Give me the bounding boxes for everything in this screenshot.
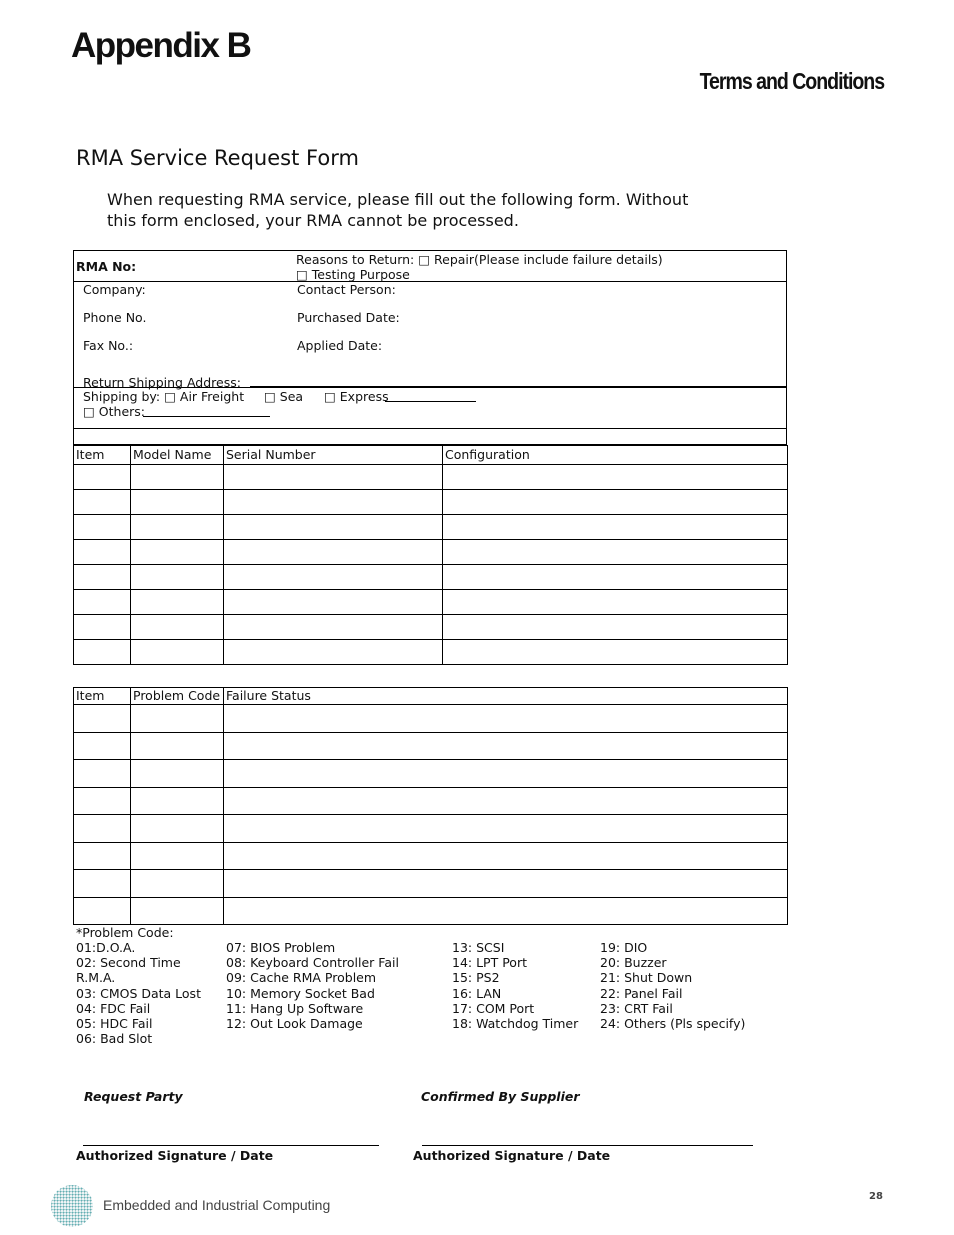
problem-code: 17: COM Port [452,1000,535,1016]
problem-code-column-4 [600,940,745,1031]
cell[interactable] [131,565,224,590]
shipping-express[interactable]: □ Express [324,389,389,404]
return-address-label: Return Shipping Address: [83,375,241,390]
cell[interactable] [131,515,224,540]
problem-code-column-1 [76,940,201,1046]
cell[interactable] [131,590,224,615]
cell[interactable] [74,705,131,733]
header-item: Item [74,446,131,465]
phone-label: Phone No. [83,310,147,325]
return-address-line[interactable] [250,374,787,387]
problem-code: 04: FDC Fail [76,1000,151,1016]
problem-code-heading: *Problem Code: [76,925,174,940]
cell[interactable] [224,565,443,590]
cell[interactable] [131,640,224,665]
rma-number-label: RMA No: [76,259,137,274]
company-label: Company: [83,282,146,297]
purchased-date-label: Purchased Date: [297,310,400,325]
cell[interactable] [131,787,224,815]
contact-person-label: Contact Person: [297,282,396,297]
cell[interactable] [74,490,131,515]
failure-table-header [74,688,788,705]
problem-code: 03: CMOS Data Lost [76,985,201,1001]
shipping-block [73,388,787,429]
cell[interactable] [443,615,788,640]
cell[interactable] [74,815,131,843]
reason-testing[interactable]: □ Testing Purpose [296,267,410,282]
cell[interactable] [74,590,131,615]
cell[interactable] [224,515,443,540]
page-number: 28 [869,1191,883,1202]
request-signature-line[interactable] [83,1145,379,1146]
cell[interactable] [131,540,224,565]
problem-code: 14: LPT Port [452,955,527,971]
appendix-title: Appendix B [71,26,251,65]
product-table [73,445,788,665]
cell[interactable] [224,640,443,665]
problem-code: 15: PS2 [452,970,500,986]
table-row [74,732,788,760]
problem-code: 01:D.O.A. [76,940,136,955]
cell[interactable] [74,760,131,788]
table-row [74,615,788,640]
cell[interactable] [131,842,224,870]
problem-code: 09: Cache RMA Problem [226,970,377,986]
table-row [74,897,788,925]
cell[interactable] [131,615,224,640]
fax-label: Fax No.: [83,338,134,353]
table-row [74,787,788,815]
cell[interactable] [224,732,788,760]
section-title: Terms and Conditions [699,68,884,94]
footer-tagline: Embedded and Industrial Computing [103,1197,331,1213]
spacer-row [73,429,787,445]
problem-code: 08: Keyboard Controller Fail [226,955,399,971]
cell[interactable] [224,897,788,925]
cell[interactable] [131,465,224,490]
table-row [74,760,788,788]
problem-code: 12: Out Look Damage [226,1016,363,1032]
cell[interactable] [131,815,224,843]
cell[interactable] [131,870,224,898]
supplier-signature-caption: Authorized Signature / Date [413,1148,611,1163]
problem-code: 11: Hang Up Software [226,1000,364,1016]
shipping-others[interactable]: □ Others: [83,404,145,419]
header-serial-number: Serial Number [224,446,443,465]
problem-code: 13: SCSI [452,940,505,955]
problem-code-column-3 [452,940,578,1031]
cell[interactable] [443,640,788,665]
table-row [74,870,788,898]
confirmed-by-supplier-label: Confirmed By Supplier [421,1089,580,1104]
cell[interactable] [74,540,131,565]
cell[interactable] [224,590,443,615]
problem-code: 21: Shut Down [600,970,693,986]
table-row [74,540,788,565]
problem-code: 20: Buzzer [600,955,667,971]
cell[interactable] [74,842,131,870]
cell[interactable] [443,565,788,590]
table-row [74,590,788,615]
problem-code: R.M.A. [76,970,116,986]
header-problem-code: Problem Code [131,688,224,705]
cell[interactable] [74,787,131,815]
cell[interactable] [74,732,131,760]
header-failure-status: Failure Status [224,688,788,705]
failure-table [73,687,788,925]
request-party-label: Request Party [84,1089,183,1104]
table-row [74,705,788,733]
return-reasons [294,251,663,281]
supplier-signature-line[interactable] [422,1145,753,1146]
cell[interactable] [443,540,788,565]
cell[interactable] [224,465,443,490]
cell[interactable] [224,815,788,843]
cell[interactable] [131,705,224,733]
request-signature-caption: Authorized Signature / Date [76,1148,274,1163]
shipping-sea[interactable]: □ Sea [264,389,304,404]
problem-code: 22: Panel Fail [600,985,683,1001]
cell[interactable] [74,465,131,490]
problem-code: 24: Others (Pls specify) [600,1016,746,1032]
product-table-header [74,446,788,465]
cell[interactable] [443,465,788,490]
problem-code: 07: BIOS Problem [226,940,336,955]
table-row [74,490,788,515]
customer-info-section [73,250,787,445]
cell[interactable] [74,515,131,540]
contact-info-block [73,282,787,388]
problem-code: 06: Bad Slot [76,1031,153,1047]
problem-code-column-2 [226,940,399,1031]
applied-date-label: Applied Date: [297,338,383,353]
problem-code: 10: Memory Socket Bad [226,985,375,1001]
problem-code: 16: LAN [452,985,502,1001]
cell[interactable] [224,787,788,815]
cell[interactable] [131,897,224,925]
table-row [74,842,788,870]
cell[interactable] [131,490,224,515]
cell[interactable] [131,732,224,760]
cell[interactable] [224,490,443,515]
problem-code: 18: Watchdog Timer [452,1016,579,1032]
cell[interactable] [443,590,788,615]
cell[interactable] [74,897,131,925]
shipping-air-freight[interactable]: Shipping by: □ Air Freight [83,389,245,404]
company-logo-icon [50,1184,94,1228]
cell[interactable] [224,760,788,788]
table-row [74,465,788,490]
form-title: RMA Service Request Form [76,146,359,170]
cell[interactable] [443,490,788,515]
cell[interactable] [224,842,788,870]
table-row [74,515,788,540]
cell[interactable] [224,540,443,565]
cell[interactable] [74,640,131,665]
problem-code: 23: CRT Fail [600,1000,673,1016]
cell[interactable] [74,870,131,898]
express-line[interactable] [385,389,476,402]
others-line[interactable] [143,404,270,417]
table-row [74,640,788,665]
cell[interactable] [224,705,788,733]
reason-repair[interactable]: Reasons to Return: □ Repair(Please include failure details) [296,252,663,267]
header-configuration: Configuration [443,446,788,465]
problem-code: 19: DIO [600,940,648,955]
header-item: Item [74,688,131,705]
cell[interactable] [224,615,443,640]
problem-code: 05: HDC Fail [76,1016,153,1032]
form-instructions: When requesting RMA service, please fill out the following form. Without this form enclosed, your RMA cannot be processed. [107,190,689,230]
cell[interactable] [443,515,788,540]
cell[interactable] [74,565,131,590]
cell[interactable] [131,760,224,788]
problem-code: 02: Second Time [76,955,181,971]
table-row [74,815,788,843]
rma-header-row [73,250,787,282]
cell[interactable] [74,615,131,640]
table-row [74,565,788,590]
cell[interactable] [224,870,788,898]
header-model-name: Model Name [131,446,224,465]
